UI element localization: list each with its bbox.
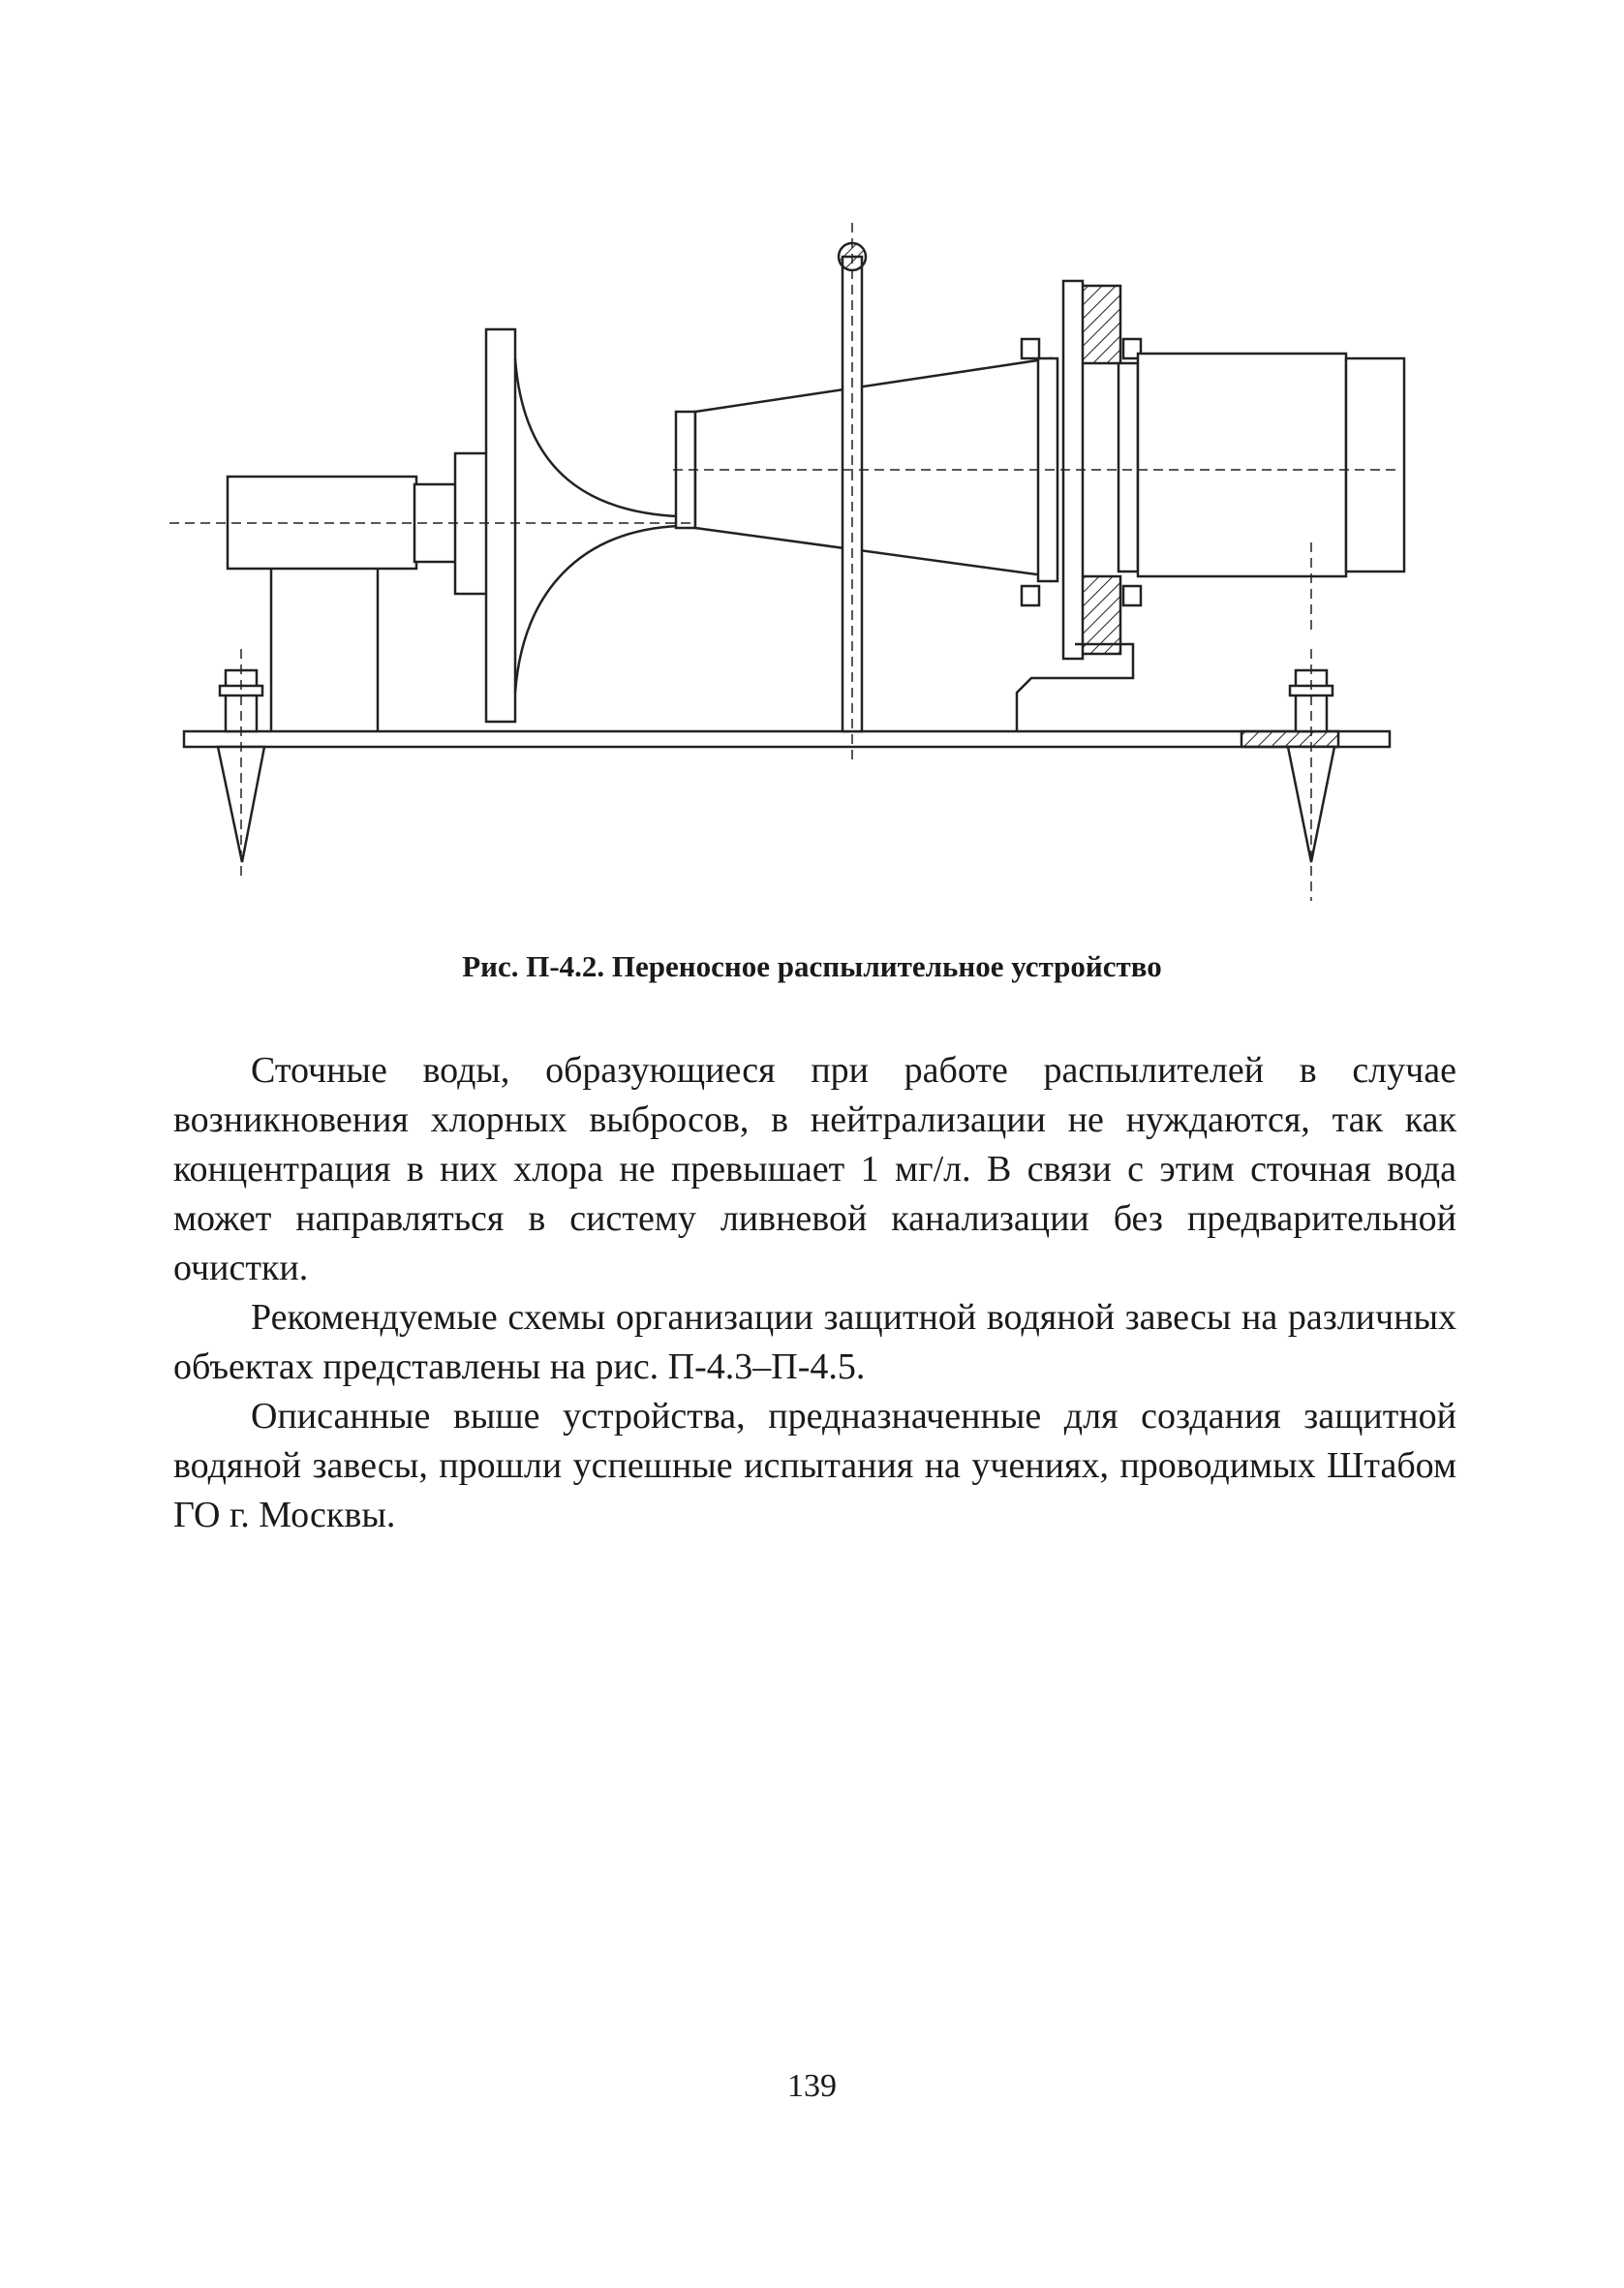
body-text <box>173 1046 1456 1540</box>
paragraph: Рекомендуемые схемы организации защитной водяной завесы на различных объектах представлены на рис. П-4.3–П-4.5. <box>173 1297 1456 1387</box>
paragraph: Описанные выше устройства, предназначенные для создания защитной водяной завесы, прошли успешные испытания на учениях, проводимых Штабом ГО г. Москвы. <box>173 1396 1456 1535</box>
page-number: 139 <box>787 2068 837 2104</box>
figure-caption: Рис. П-4.2. Переносное распылительное устройство <box>462 949 1162 983</box>
sprayer-figure <box>165 223 1414 930</box>
paragraph: Сточные воды, образующиеся при работе распылителей в случае возникновения хлорных выбросов, в нейтрализации не нуждаются, так как концентрация в них хлора не превышает 1 мг/л. В связи с этим сточная вода может направляться в систему ливневой канализации без предварительной очистки. <box>173 1050 1456 1288</box>
portable-sprayer-drawing <box>165 223 1414 930</box>
